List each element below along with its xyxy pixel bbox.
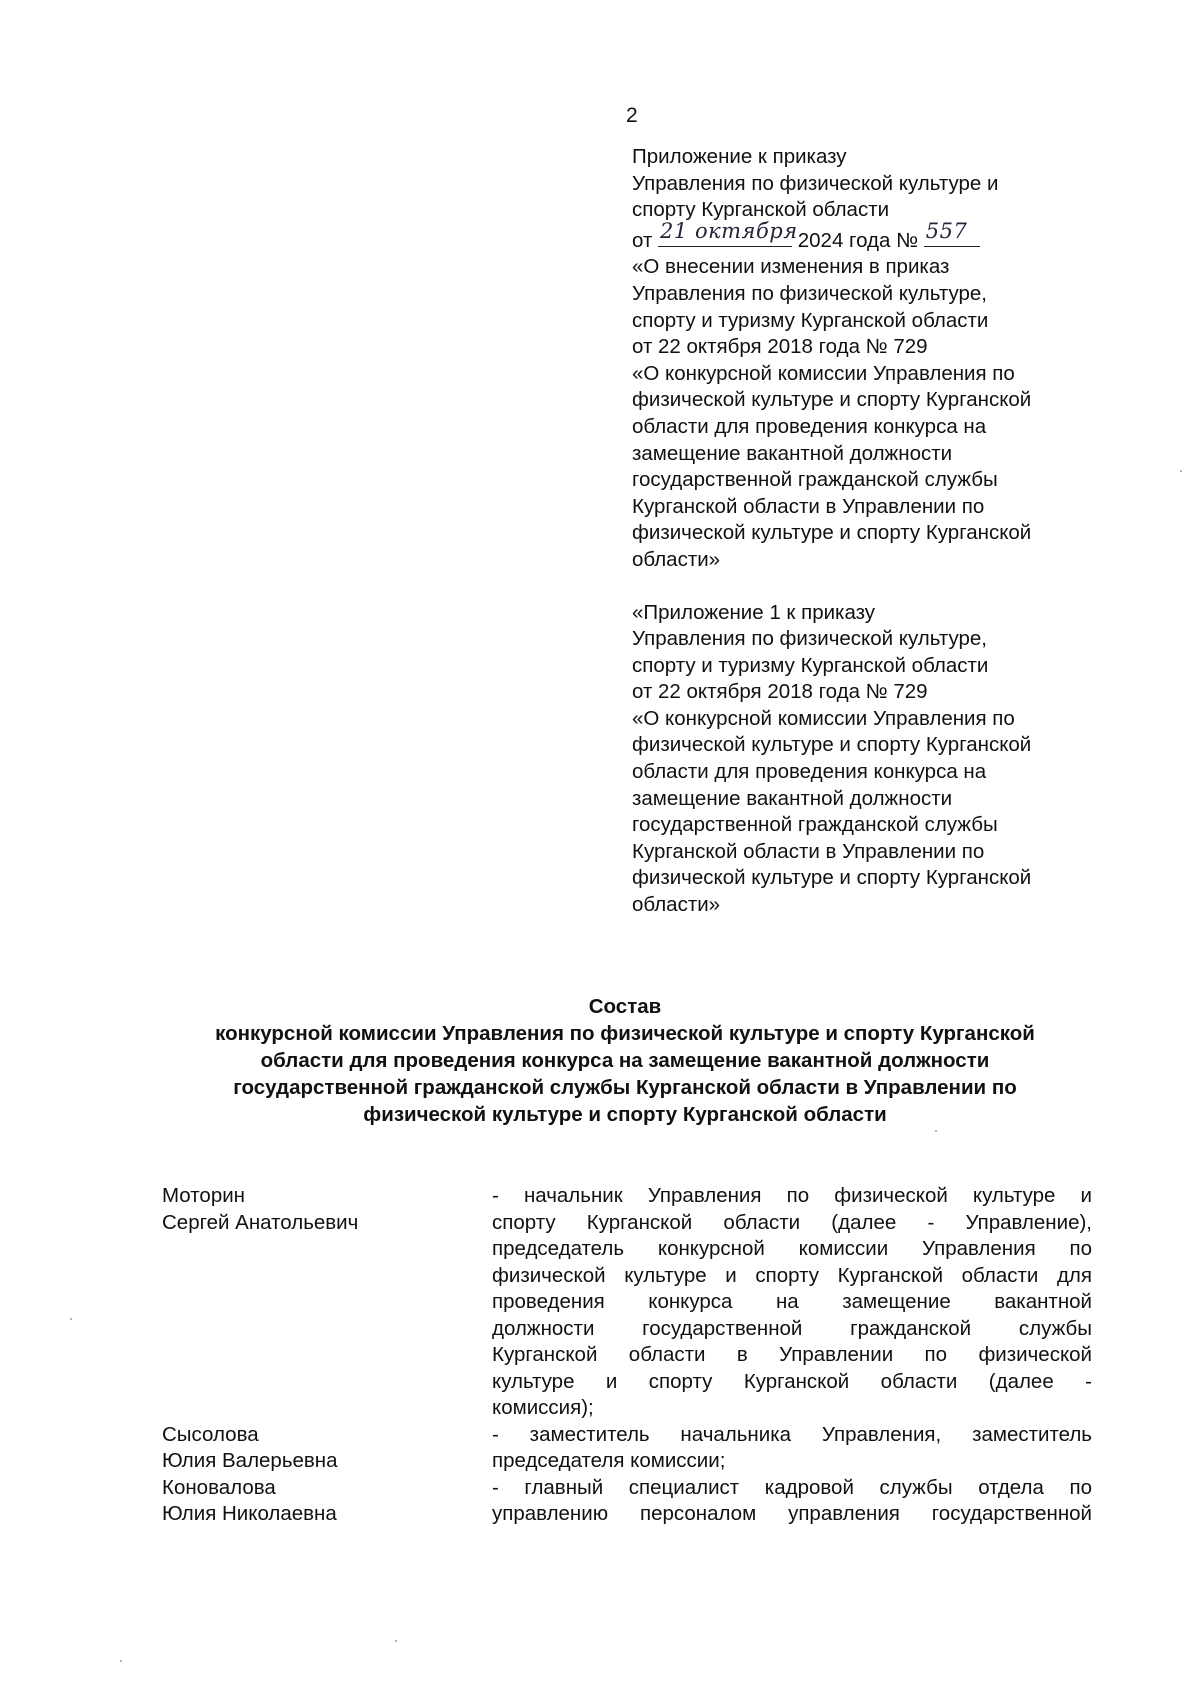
annex-line: Курганской области в Управлении по bbox=[632, 839, 985, 863]
appendix-header bbox=[632, 144, 1092, 919]
scan-speck bbox=[1180, 470, 1182, 472]
role-line: культуре и спорту Курганской области (далее - bbox=[492, 1369, 1092, 1393]
appendix-line: области» bbox=[632, 547, 721, 571]
title-line: конкурсной комиссии Управления по физической культуре и спорту Курганской bbox=[215, 1022, 1035, 1045]
date-prefix: от bbox=[632, 228, 653, 252]
member-role bbox=[492, 1422, 1092, 1475]
member-name bbox=[162, 1422, 492, 1475]
annex-line: «Приложение 1 к приказу bbox=[632, 600, 876, 624]
member-given-names: Юлия Валерьевна bbox=[162, 1449, 338, 1472]
appendix-line: от 22 октября 2018 года № 729 bbox=[632, 335, 928, 359]
member-name bbox=[162, 1475, 492, 1528]
page-number: 2 bbox=[626, 104, 638, 127]
role-line: управлению персоналом управления государственной bbox=[492, 1502, 1092, 1525]
scan-speck bbox=[395, 1640, 397, 1642]
annex-line: «О конкурсной комиссии Управления по bbox=[632, 706, 1015, 730]
appendix-line: «О конкурсной комиссии Управления по bbox=[632, 361, 1015, 385]
scan-speck bbox=[935, 1130, 937, 1132]
member-role bbox=[492, 1475, 1092, 1528]
appendix-line: физической культуре и спорту Курганской bbox=[632, 388, 1032, 412]
role-line: должности государственной гражданской службы bbox=[492, 1316, 1092, 1340]
member-role bbox=[492, 1183, 1092, 1422]
appendix-line: Управления по физической культуре, bbox=[632, 281, 987, 305]
title-line: государственной гражданской службы Курганской области в Управлении по bbox=[233, 1076, 1017, 1099]
title-line: области для проведения конкурса на замещение вакантной должности bbox=[260, 1049, 990, 1072]
appendix-line: Приложение к приказу bbox=[632, 145, 847, 168]
annex-line: спорту и туризму Курганской области bbox=[632, 653, 989, 677]
member-given-names: Юлия Николаевна bbox=[162, 1502, 337, 1525]
appendix-line: «О внесении изменения в приказ bbox=[632, 255, 950, 279]
member-surname: Коновалова bbox=[162, 1475, 276, 1499]
member-row bbox=[162, 1183, 1092, 1422]
handwritten-date-field bbox=[658, 219, 798, 247]
scan-speck bbox=[120, 1660, 122, 1662]
annex-line: физической культуре и спорту Курганской bbox=[632, 733, 1032, 757]
role-line: - заместитель начальника Управления, заместитель bbox=[492, 1422, 1092, 1446]
annex-line: области для проведения конкурса на bbox=[632, 760, 987, 784]
member-row bbox=[162, 1422, 1092, 1475]
commission-members-list bbox=[162, 1183, 1092, 1528]
appendix-line: спорту Курганской области bbox=[632, 198, 890, 222]
member-given-names: Сергей Анатольевич bbox=[162, 1210, 359, 1234]
role-line: - главный специалист кадровой службы отдела по bbox=[492, 1475, 1092, 1499]
role-line: проведения конкурса на замещение вакантной bbox=[492, 1290, 1092, 1313]
appendix-line: замещение вакантной должности bbox=[632, 441, 953, 465]
annex-line: замещение вакантной должности bbox=[632, 786, 953, 810]
appendix-line: области для проведения конкурса на bbox=[632, 414, 987, 438]
document-title bbox=[150, 993, 1100, 1128]
appendix-line: Управления по физической культуре и bbox=[632, 171, 999, 195]
member-surname: Сысолова bbox=[162, 1422, 259, 1446]
handwritten-number: 557 bbox=[925, 219, 968, 244]
role-line: спорту Курганской области (далее - Управление), bbox=[492, 1210, 1092, 1234]
title-heading: Состав bbox=[588, 995, 662, 1018]
role-line: - начальник Управления по физической культуре и bbox=[492, 1184, 1092, 1207]
annex-line: области» bbox=[632, 893, 721, 917]
annex-line: государственной гражданской службы bbox=[632, 813, 998, 837]
annex-line: Управления по физической культуре, bbox=[632, 627, 987, 651]
member-surname: Моторин bbox=[162, 1184, 245, 1207]
appendix-line: физической культуре и спорту Курганской bbox=[632, 521, 1032, 545]
order-date-line bbox=[632, 219, 1092, 255]
role-line: председателя комиссии; bbox=[492, 1449, 726, 1472]
scan-speck bbox=[70, 1318, 72, 1320]
appendix-line: спорту и туризму Курганской области bbox=[632, 308, 989, 332]
appendix-line: государственной гражданской службы bbox=[632, 468, 998, 492]
annex-line: физической культуре и спорту Курганской bbox=[632, 866, 1032, 890]
date-year: 2024 года № bbox=[797, 228, 919, 252]
handwritten-date: 21 октября bbox=[660, 219, 798, 244]
handwritten-number-field bbox=[924, 219, 980, 247]
annex-line: от 22 октября 2018 года № 729 bbox=[632, 680, 928, 704]
member-name bbox=[162, 1183, 492, 1422]
appendix-line: Курганской области в Управлении по bbox=[632, 494, 985, 518]
title-line: физической культуре и спорту Курганской области bbox=[363, 1103, 887, 1126]
role-line: Курганской области в Управлении по физической bbox=[492, 1343, 1092, 1366]
role-line: комиссия); bbox=[492, 1396, 594, 1419]
role-line: физической культуре и спорту Курганской области для bbox=[492, 1263, 1092, 1287]
member-row bbox=[162, 1475, 1092, 1528]
role-line: председатель конкурсной комиссии Управления по bbox=[492, 1237, 1092, 1260]
